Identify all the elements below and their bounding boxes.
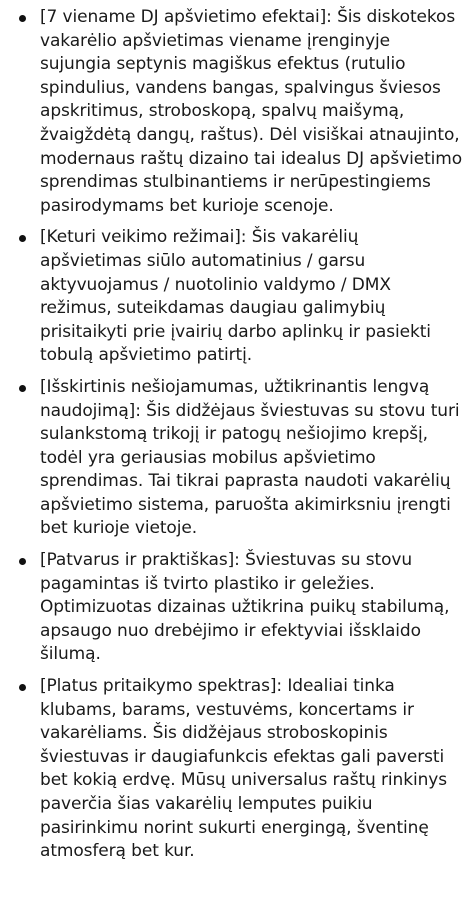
bullet-dot-icon <box>19 385 26 392</box>
feature-bullet-text: [Keturi veikimo režimai]: Šis vakarėlių apšvietimas siūlo automatinius / garsu aktyvuojamus / nuotolinio valdymo / DMX režimus, suteikdamas daugiau galimybių prisitaikyti prie įvairių darbo aplinkų ir pasiekti tobulą apšvietimo patirtį. <box>40 227 431 366</box>
feature-bullet-applications <box>10 675 464 864</box>
feature-bullet-text: [Platus pritaikymo spektras]: Idealiai tinka klubams, barams, vestuvėms, koncertams ir vakarėliams. Šis didžėjaus stroboskopinis šviestuvas ir daugiafunkcis efektas gali paversti bet kokią erdvę. Mūsų universalus raštų rinkinys paverčia šias vakarėlių lemputes puikiu pasirinkimu norint sukurti energingą, šventinę atmosferą bet kur. <box>40 676 447 862</box>
feature-bullet-text: [Išskirtinis nešiojamumas, užtikrinantis lengvą naudojimą]: Šis didžėjaus šviestuvas su stovu turi sulankstomą trikojį ir patogų nešiojimo krepšį, todėl yra geriausias mobilus apšvietimo sprendimas. Tai tikrai paprasta naudoti vakarėlių apšvietimo sistema, paruošta akimirksniu įrengti bet kurioje vietoje. <box>40 376 460 539</box>
bullet-dot-icon <box>19 558 26 565</box>
feature-bullet-text: [7 viename DJ apšvietimo efektai]: Šis diskotekos vakarėlio apšvietimas viename įrenginyje sujungia septynis magiškus efektus (rutulio spindulius, vandens bangas, spalvingus šviesos apskritimus, stroboskopą, spalvų maišymą, žvaigždėtą dangų, raštus). Dėl visiškai atnaujinto, modernaus raštų dizaino tai idealus DJ apšvietimo sprendimas stulbinantiems ir nerūpestingiems pasirodymams bet kurioje scenoje. <box>40 7 463 216</box>
bullet-dot-icon <box>19 15 26 22</box>
bullet-dot-icon <box>19 235 26 242</box>
bullet-dot-icon <box>19 684 26 691</box>
feature-bullet-durability <box>10 549 464 667</box>
feature-bullet-effects <box>10 6 464 218</box>
feature-bullet-portability <box>10 376 464 541</box>
feature-bullet-modes <box>10 226 464 368</box>
feature-bullet-list <box>10 6 464 864</box>
feature-bullet-text: [Patvarus ir praktiškas]: Šviestuvas su stovu pagamintas iš tvirto plastiko ir geležies. Optimizuotas dizainas užtikrina puikų stabilumą, apsaugo nuo drebėjimo ir efektyviai išsklaido šilumą. <box>40 550 450 665</box>
